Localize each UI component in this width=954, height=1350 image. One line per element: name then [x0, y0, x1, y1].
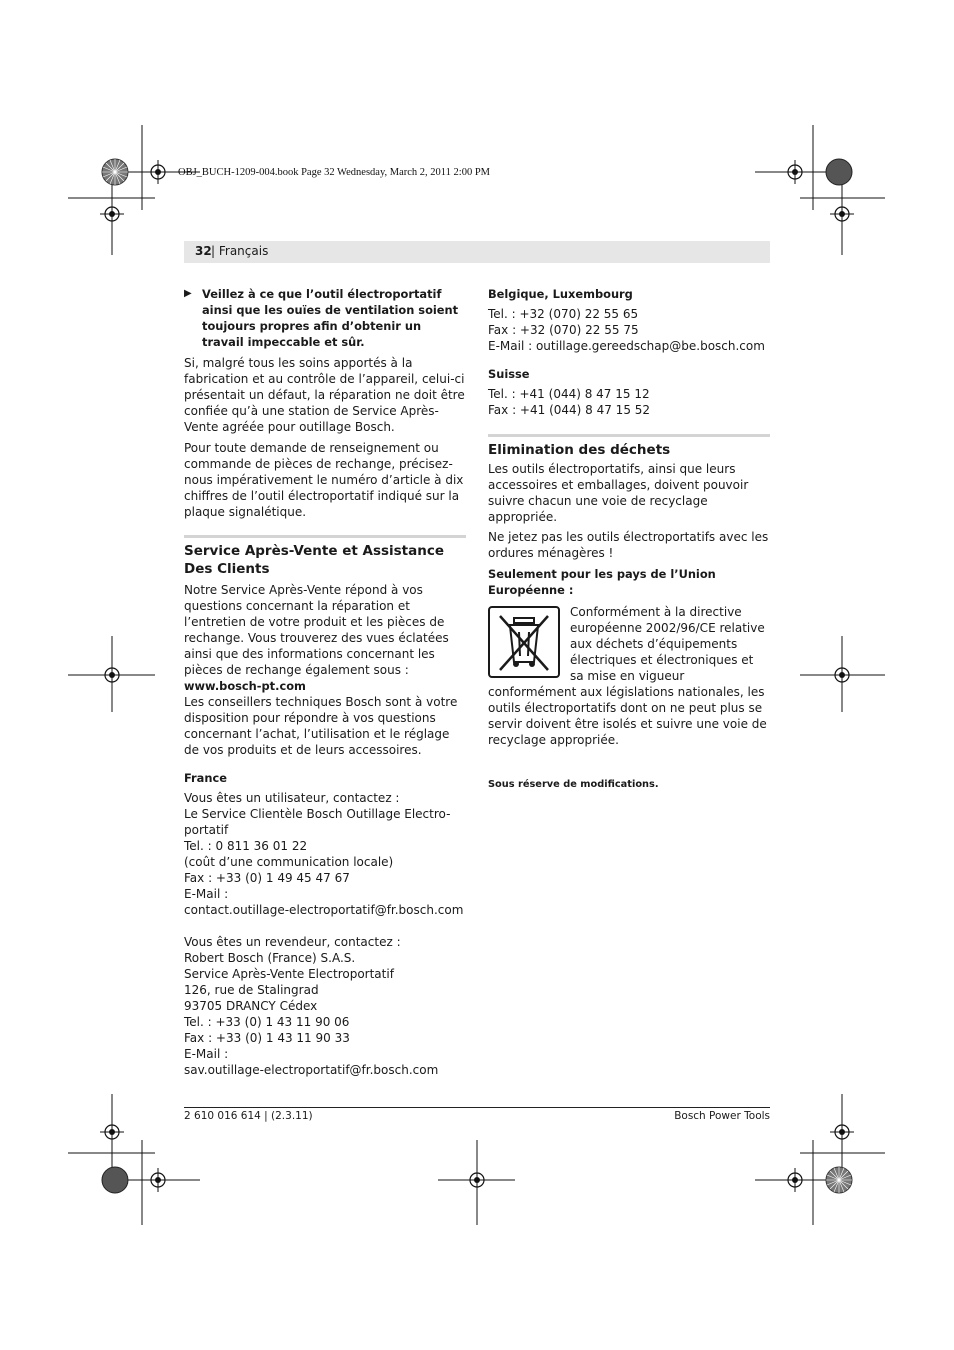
- service-heading: Service Après-Vente et Assistance Des Clients: [184, 535, 466, 578]
- eu-heading: Seulement pour les pays de l’Union Européenne :: [488, 567, 716, 597]
- swiss-contact-block: Tel. : +41 (044) 8 47 15 12 Fax : +41 (044) 8 47 15 52: [488, 387, 651, 417]
- eu-directive-text: Conformément à la directive européenne 2002/96/CE relative aux déchets d’équipements électriques et électroniques et sa mise en vigueur conformément aux législations nationales, les outils électroportatifs dont on ne peut plus se servir doivent être isolés et suivre une voie de recyclage appropriée.: [488, 605, 767, 747]
- maintenance-bullet: ▶ Veillez à ce que l’outil électroportatif ainsi que les ouïes de ventilation soient toujours propres afin d’obtenir un travail impeccable et sûr.: [184, 287, 459, 349]
- dealer-contact-block: Vous êtes un revendeur, contactez : Robert Bosch (France) S.A.S. Service Après-Vente Electroportatif 126, rue de Stalingrad 93705 DRANCY Cédex Tel. : +33 (0) 1 43 11 90 06 Fax : +33 (0) 1 43 11 90 33 E-Mail : sav.outillage-electroportatif@fr.bosch.com: [184, 934, 466, 1078]
- belgium-contact-block: Tel. : +32 (070) 22 55 65 Fax : +32 (070) 22 55 75 E-Mail : outillage.gereedschap@be.bosch.com: [488, 306, 770, 354]
- page-number: 32: [195, 244, 212, 258]
- belgium-heading: Belgique, Luxembourg: [488, 287, 633, 301]
- disposal-heading: Elimination des déchets: [488, 434, 770, 459]
- bullet-triangle-icon: ▶: [184, 288, 192, 299]
- language-label: Français: [218, 244, 269, 258]
- swiss-heading: Suisse: [488, 367, 530, 381]
- belgium-email-link[interactable]: E-Mail : outillage.gereedschap@be.bosch.com: [488, 339, 765, 353]
- website-link[interactable]: www.bosch-pt.com: [184, 679, 306, 693]
- footer-brand: Bosch Power Tools: [674, 1110, 770, 1122]
- disposal-paragraph-1: Les outils électroportatifs, ainsi que leurs accessoires et emballages, doivent pouvoir suivre chacun une voie de recyclage appropriée.: [488, 462, 749, 524]
- user-email-link[interactable]: contact.outillage-electroportatif@fr.bosch.com: [184, 903, 464, 917]
- footer-doc-number: 2 610 016 614 | (2.3.11): [184, 1110, 313, 1122]
- advisors-paragraph: Les conseillers techniques Bosch sont à votre disposition pour répondre à vos questions concernant l’achat, l’utilisation et le réglage de vos produits et de leurs accessoires.: [184, 695, 458, 757]
- service-paragraph: Notre Service Après-Vente répond à vos questions concernant la réparation et l’entretien de votre produit et les pièces de rechange. Vous trouverez des vues éclatées ainsi que des informations concernant les pièces de rechange également sous :: [184, 583, 449, 677]
- repair-paragraph: Si, malgré tous les soins apportés à la fabrication et au contrôle de l’appareil, celui-ci présentait un défaut, la réparation ne doit être confiée qu’à une station de Service Après-Vente agréée pour outillage Bosch.: [184, 356, 465, 434]
- france-heading: France: [184, 771, 227, 785]
- user-contact-block: Vous êtes un utilisateur, contactez : Le Service Clientèle Bosch Outillage Electro- portatif Tel. : 0 811 36 01 22 (coût d’une communication locale) Fax : +33 (0) 1 49 45 47 67 E-Mail : contact.outillage-electroportatif@fr.bosch.com: [184, 790, 466, 918]
- reserve-notice: Sous réserve de modifications.: [488, 779, 659, 790]
- order-paragraph: Pour toute demande de renseignement ou commande de pièces de rechange, précisez-nous impérativement le numéro d’article à dix chiffres de l’outil électroportatif indiqué sur la plaque signalétique.: [184, 441, 464, 519]
- dealer-email-link[interactable]: sav.outillage-electroportatif@fr.bosch.com: [184, 1063, 439, 1077]
- print-info-line: OBJ_BUCH-1209-004.book Page 32 Wednesday, March 2, 2011 2:00 PM: [178, 167, 490, 178]
- disposal-paragraph-2: Ne jetez pas les outils électroportatifs avec les ordures ménagères !: [488, 530, 769, 560]
- page-language: | Français: [211, 244, 269, 258]
